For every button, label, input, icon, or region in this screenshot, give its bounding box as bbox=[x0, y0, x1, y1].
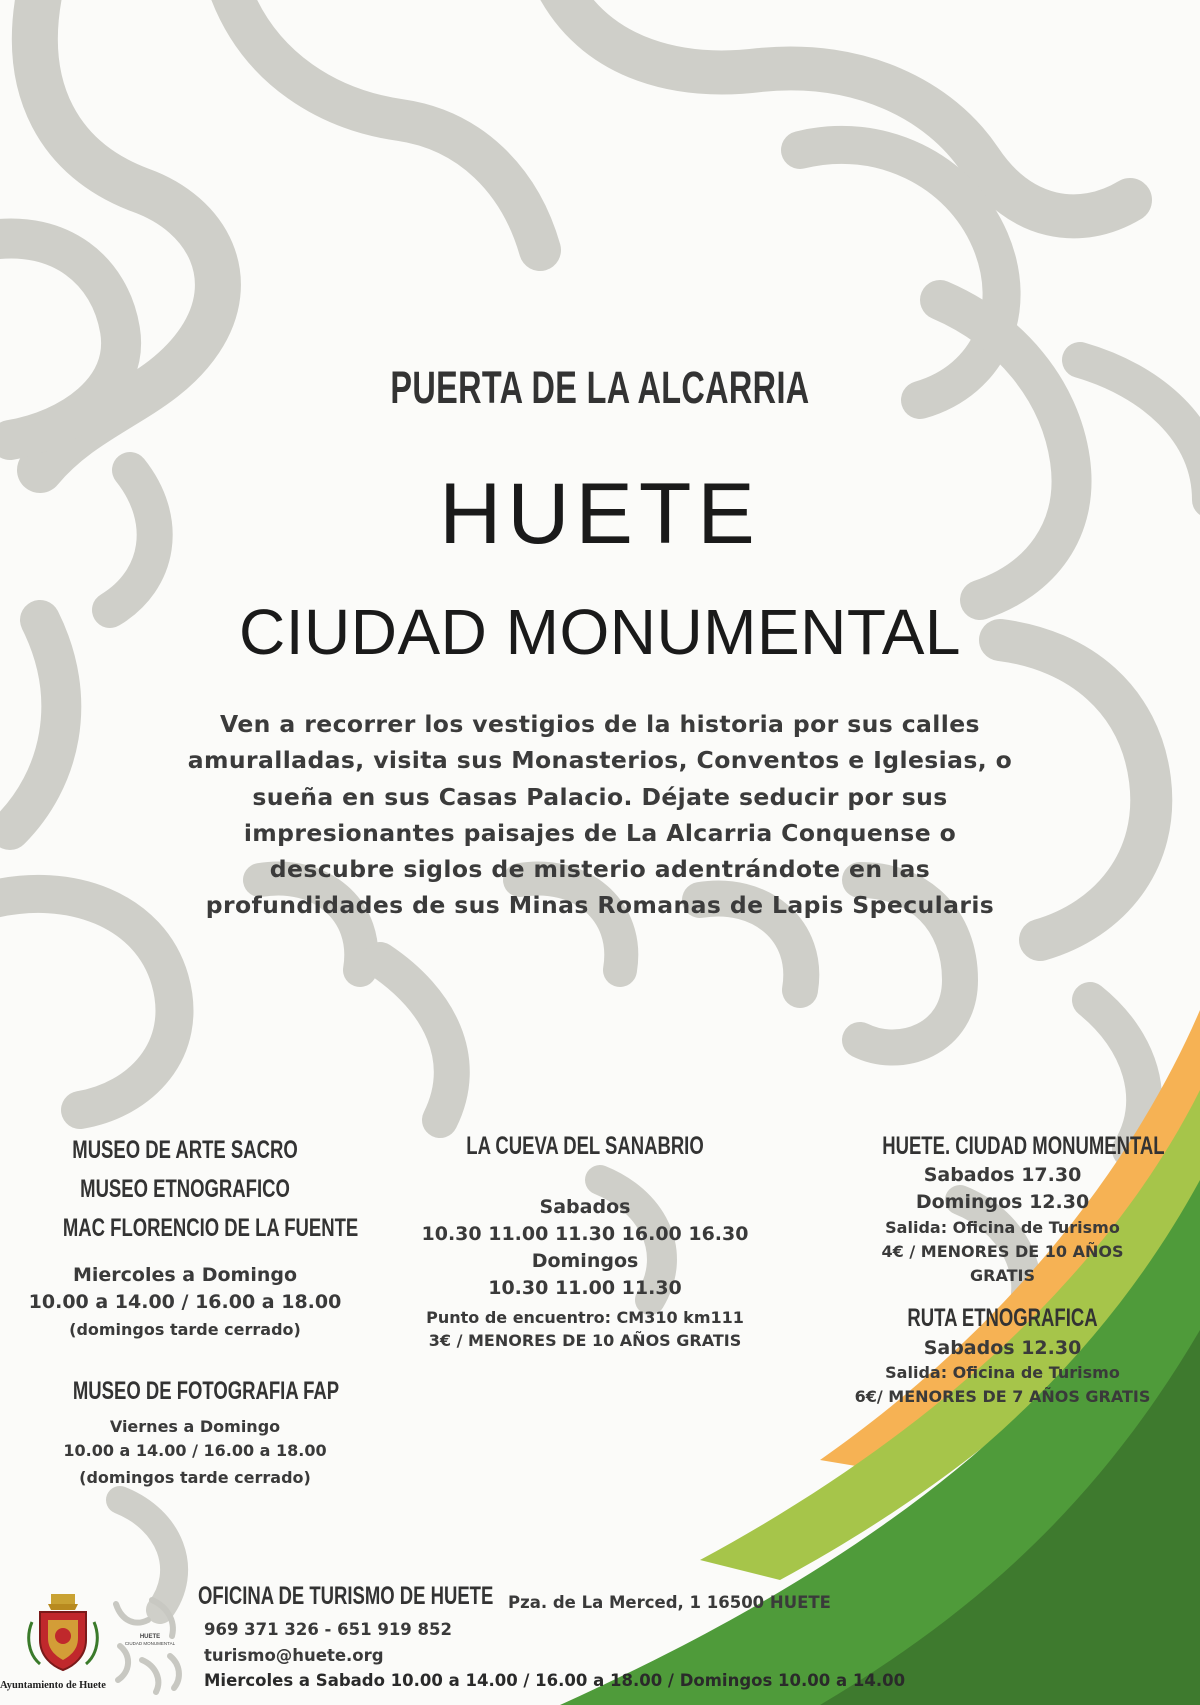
huete-mini-logo bbox=[112, 1596, 188, 1696]
cave-sun-times: 10.30 11.00 11.30 bbox=[488, 1277, 682, 1299]
city-tour-departure: Salida: Oficina de Turismo bbox=[885, 1218, 1120, 1237]
museum-name: MAC FLORENCIO DE LA FUENTE bbox=[62, 1214, 359, 1242]
cave-sat-times: 10.30 11.00 11.30 16.00 16.30 bbox=[421, 1223, 749, 1245]
city-tour-block bbox=[840, 1131, 1165, 1288]
heraldic-mini-icon bbox=[112, 1596, 188, 1696]
photo-museum-hours: 10.00 a 14.00 / 16.00 a 18.00 bbox=[63, 1441, 327, 1460]
intro-line: amuralladas, visita sus Monasterios, Conventos e Iglesias, o bbox=[187, 746, 1013, 775]
cave-meeting-point: Punto de encuentro: CM310 km111 bbox=[426, 1308, 744, 1327]
museum-days: Miercoles a Domingo bbox=[72, 1264, 298, 1286]
cave-block bbox=[405, 1130, 765, 1352]
office-address: Pza. de La Merced, 1 16500 HUETE bbox=[508, 1593, 831, 1612]
cave-sun-label: Domingos bbox=[531, 1250, 639, 1272]
main-title: HUETE bbox=[439, 466, 761, 562]
city-tour-sat: Sabados 17.30 bbox=[923, 1164, 1082, 1186]
office-phones: 969 371 326 - 651 919 852 bbox=[204, 1620, 452, 1639]
cave-sat-label: Sabados bbox=[539, 1196, 631, 1218]
intro-line: Ven a recorrer los vestigios de la historia por sus calles bbox=[220, 710, 980, 738]
museum-hours: 10.00 a 14.00 / 16.00 a 18.00 bbox=[28, 1291, 342, 1313]
mini-logo-subtitle: CIUDAD MONUMENTAL bbox=[124, 1641, 176, 1646]
city-tour-name: HUETE. CIUDAD MONUMENTAL bbox=[882, 1132, 1165, 1160]
ethno-route-price: 6€/ MENORES DE 7 AÑOS GRATIS bbox=[854, 1387, 1151, 1406]
ethno-route-name: RUTA ETNOGRAFICA bbox=[907, 1304, 1098, 1332]
ethno-route-departure: Salida: Oficina de Turismo bbox=[885, 1363, 1120, 1382]
intro-line: descubre siglos de misterio adentrándote en las bbox=[269, 855, 931, 884]
museum-name: MUSEO ETNOGRAFICO bbox=[80, 1175, 290, 1203]
office-name: OFICINA DE TURISMO DE HUETE bbox=[198, 1582, 494, 1610]
photo-museum-days: Viernes a Domingo bbox=[109, 1417, 281, 1436]
ethno-route-block bbox=[840, 1301, 1165, 1410]
city-tour-price: GRATIS bbox=[970, 1266, 1035, 1285]
subtitle: CIUDAD MONUMENTAL bbox=[239, 596, 961, 668]
council-logo bbox=[0, 1592, 108, 1692]
city-tour-sun: Domingos 12.30 bbox=[915, 1191, 1090, 1213]
photo-museum-block bbox=[30, 1373, 360, 1493]
coat-of-arms-icon bbox=[18, 1592, 108, 1674]
office-email: turismo@huete.org bbox=[204, 1646, 384, 1665]
office-hours: Miercoles a Sabado 10.00 a 14.00 / 16.00 a 18.00 / Domingos 10.00 a 14.00 bbox=[204, 1671, 906, 1690]
mini-logo-title: HUETE bbox=[139, 1634, 161, 1640]
tagline: PUERTA DE LA ALCARRIA bbox=[390, 362, 810, 413]
council-label: Ayuntamiento de Huete bbox=[0, 1680, 106, 1691]
cave-price: 3€ / MENORES DE 10 AÑOS GRATIS bbox=[428, 1331, 742, 1350]
museums-block bbox=[20, 1131, 359, 1344]
city-tour-price: 4€ / MENORES DE 10 AÑOS bbox=[881, 1242, 1124, 1261]
ethno-route-sat: Sabados 12.30 bbox=[923, 1337, 1082, 1359]
photo-museum-note: (domingos tarde cerrado) bbox=[79, 1468, 311, 1487]
intro-line: profundidades de sus Minas Romanas de Lapis Specularis bbox=[205, 891, 995, 920]
intro-paragraph bbox=[140, 706, 1060, 924]
intro-line: impresionantes paisajes de La Alcarria Conquense o bbox=[243, 818, 957, 847]
intro-line: sueña en sus Casas Palacio. Déjate seducir por sus bbox=[252, 782, 948, 811]
photo-museum-name: MUSEO DE FOTOGRAFIA FAP bbox=[72, 1377, 340, 1405]
cave-name: LA CUEVA DEL SANABRIO bbox=[466, 1132, 704, 1160]
museum-note: (domingos tarde cerrado) bbox=[69, 1320, 301, 1339]
museum-name: MUSEO DE ARTE SACRO bbox=[72, 1136, 298, 1164]
